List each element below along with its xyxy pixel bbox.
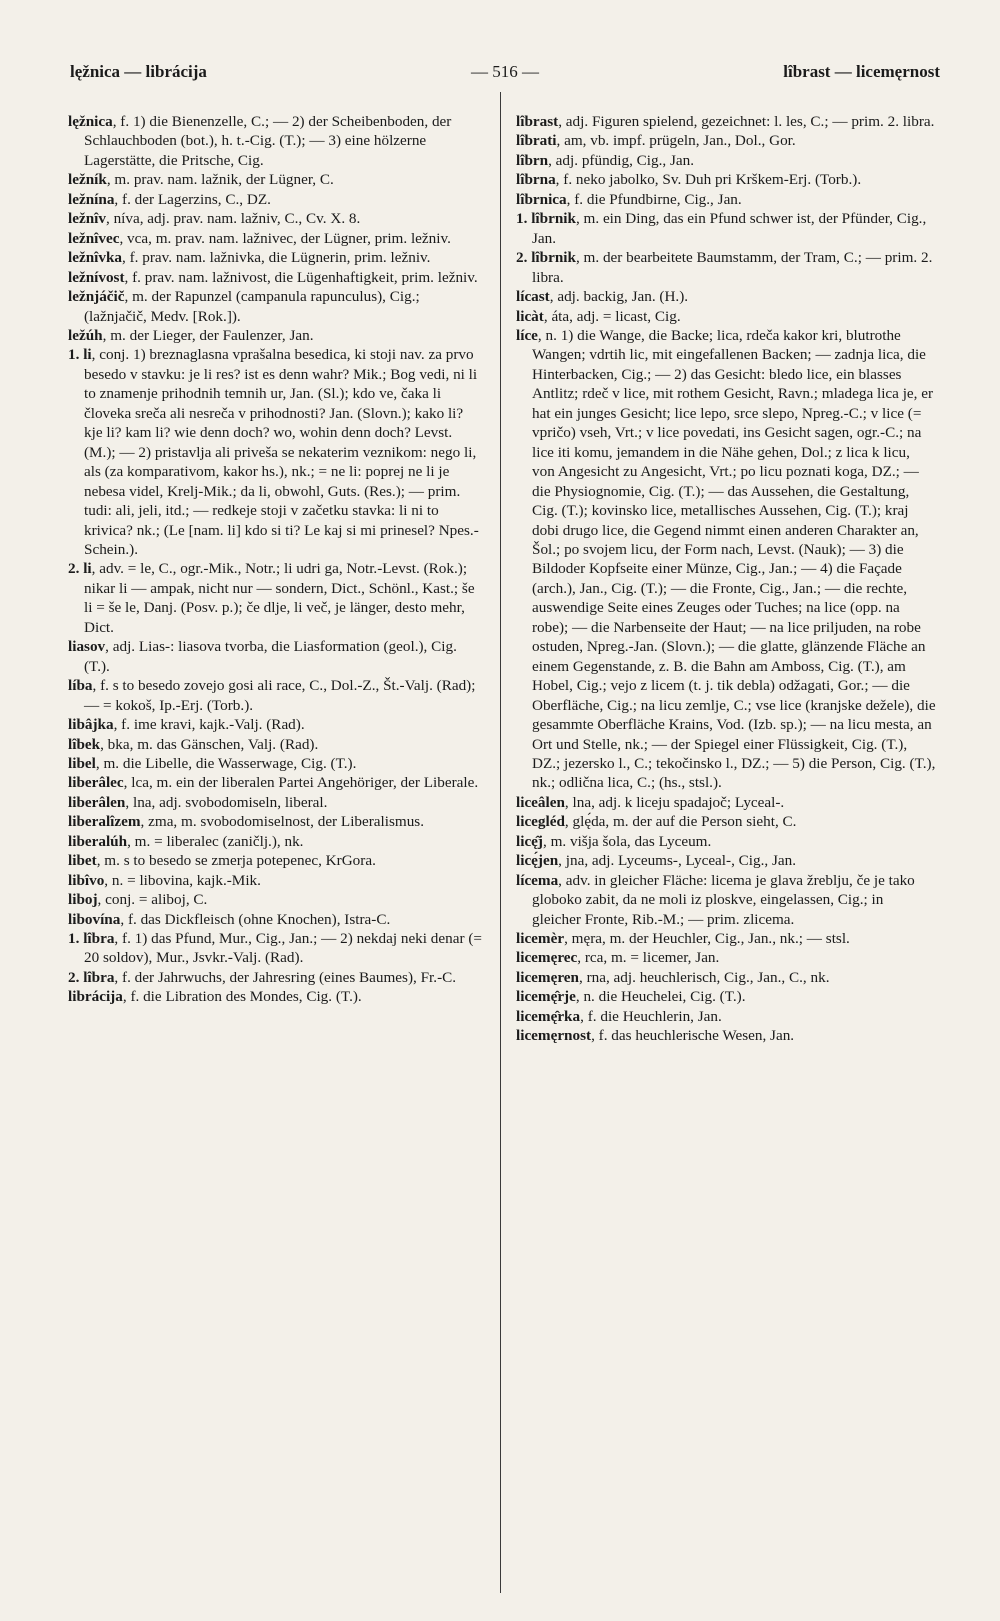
dictionary-entry [516,987,936,1006]
entry-headword: 1. li [68,346,92,364]
dictionary-entry [68,326,483,345]
dictionary-entry [68,929,483,968]
entry-definition: , m. ein Ding, das ein Pfund schwer ist, der Pfünder, Cig., Jan. [532,210,927,247]
dictionary-entry [516,190,936,209]
dictionary-entry [516,209,936,248]
entry-headword: libîvo [68,871,105,889]
dictionary-entry [516,170,936,189]
dictionary-entry [68,637,483,676]
entry-definition: , lna, adj. svobodomiseln, liberal. [125,793,328,811]
entry-definition: , níva, adj. prav. nam. lažniv, C., Cv. X. 8. [105,210,361,228]
dictionary-entry [516,307,936,326]
entry-definition: , f. s to besedo zovejo gosi ali race, C., Dol.-Z., Št.-Valj. (Rad); — = kokoš, Ip.-Erj. (Torb.). [84,677,476,714]
entry-headword: liboj [68,891,98,909]
entry-headword: lîbrast [516,113,559,130]
entry-headword: licegléd [516,813,565,831]
page-number: — 516 — [471,62,539,81]
entry-definition: , adv. in gleicher Fläche: licema je glava žreblju, če je tako globoko zabit, da ne moli iz ploskve, eingelassen, Cig.; in gleicher Fronte, Rib.-M.; — prim. zlicema. [532,871,915,928]
dictionary-entry [68,268,483,287]
dictionary-entry [68,248,483,267]
entry-headword: lícast [516,288,550,306]
entry-definition: , f. 1) das Pfund, Mur., Cig., Jan.; — 2) nekdaj neki denar (= 20 soldov), Mur., Jsvkr.-Valj. (Rad). [84,930,482,967]
dictionary-entry [516,131,936,150]
entry-definition: , m. der bearbeitete Baumstamm, der Tram, C.; — prim. 2. libra. [532,249,933,286]
dictionary-entry [516,968,936,987]
entry-headword: lîbrnica [516,190,567,208]
dictionary-entry [516,812,936,831]
dictionary-entry [68,170,483,189]
dictionary-entry [516,929,936,948]
entry-headword: librácija [68,988,123,1006]
entry-definition: , f. die Pfundbirne, Cig., Jan. [566,190,742,208]
entry-definition: , m. der Lieger, der Faulenzer, Jan. [102,326,314,344]
header-left-guide-words: lęžnica — librácija [70,62,207,81]
entry-definition: , conj. = aliboj, C. [97,891,208,909]
dictionary-entry [516,1026,936,1045]
entry-definition: , n. 1) die Wange, die Backe; lica, rdeča kakor kri, blutrothe Wangen; vdrtih lic, mit eingefallenen Backen; — zadnja lica, die Hinterbacken, Cig.; — 2) das Gesicht: bledo lice, ein blasses Antlitz; rdeč v lice, mit rothem Gesicht, Ravn.; mladega lica je, er hat ein junges Gesicht; lice lepo, srce slepo, Npreg.-C.; v lice (= vpričo) vseh, Vrt.; v lice povedati, ins Gesicht sagen, ogr.-C.; na lice iti komu, jemandem in die Nähe gehen, Dol.; z lica k licu, von Angesicht zu Angesicht, Vrt.; po licu poznati koga, DZ.; — die Physiognomie, Cig. (T.); — das Aussehen, die Gestaltung, Cig. (T.); kovinsko lice, metallisches Aussehen, Cig. (T.); kraj dobi drugo lice, die Gegend nimmt einen anderen Charakter an, Šol.; po svojem licu, der Form nach, Levst. (Nauk); — 3) die Bildoder Kopfseite einer Münze, Cig., Jan.; — 4) die Façade (arch.), Jan., Cig. (T.); — die Fronte, Cig., Jan.; — die rechte, auswendige Seite eines Zeuges oder Tuches; na lice (opp. na robe); — die Narbenseite der Haut; — na lice priljuden, na robe ostuden, Npreg.-Jan. (Slovn.); — die glatte, glänzende Fläche an einem Gegenstande, z. B. die Bahn am Amboss, Cig. (T.), am Hobel, Cig.; vejo z licem (t. j. tik debla) odžagati, Gor.; — die Oberfläche, Cig.; na licu zemlje, C.; vse lice (kranjske dežele), die gesammte Oberfläche Krains, Vod. (Izb. sp.); — na licu mesta, an Ort und Stelle, nk.; — der Spiegel einer Flüssigkeit, Cig. (T.), DZ.; jezersko l., C.; tekočinsko l., DZ.; — 5) die Person, Cig. (T.), nk.; odlična lica, C.; (hs., stsl.). [532,326,936,792]
entry-definition: , f. 1) die Bienenzelle, C.; — 2) der Scheibenboden, der Schlauchboden (bot.), h. t.-Cig. (T.); — 3) eine hölzerne Lagerstätte, die Pritsche, Cig. [84,113,452,169]
dictionary-entry [68,773,483,792]
dictionary-entry [516,851,936,870]
entry-headword: licemęrnost [516,1027,592,1045]
right-column [516,112,936,1046]
entry-headword: ležúh [68,326,103,344]
entry-headword: liberalîzem [68,813,141,831]
entry-definition: , rna, adj. heuchlerisch, Cig., Jan., C., nk. [578,968,830,986]
dictionary-entry [68,968,483,987]
entry-headword: liasov [68,638,106,656]
entry-headword: ležnjáčič [68,288,125,306]
entry-headword: liberalúh [68,832,128,850]
entry-definition: , f. ime kravi, kajk.-Valj. (Rad). [113,716,305,734]
entry-definition: , f. das heuchlerische Wesen, Jan. [591,1027,795,1045]
entry-definition: , bka, m. das Gänschen, Valj. (Rad). [100,735,319,753]
column-divider [500,92,501,1593]
entry-definition: , áta, adj. = licast, Cig. [543,307,681,325]
entry-headword: licę̂j [516,832,543,850]
entry-headword: líce [516,326,538,344]
dictionary-entry [68,812,483,831]
entry-headword: licemę̂rka [516,1007,581,1025]
dictionary-entry [68,851,483,870]
dictionary-entry [68,987,483,1006]
entry-headword: libovína [68,910,121,928]
entry-definition: , adj. backig, Jan. (H.). [549,288,689,306]
dictionary-entry [68,890,483,909]
entry-headword: liceâlen [516,793,565,811]
entry-headword: lîbek [68,735,101,753]
entry-definition: , jna, adj. Lyceums-, Lyceal-, Cig., Jan. [558,852,797,870]
entry-definition: , n. = libovina, kajk.-Mik. [104,871,261,889]
entry-headword: líba [68,677,93,695]
entry-headword: libet [68,852,97,870]
entry-headword: licemę̂rje [516,988,576,1006]
entry-definition: , adv. = le, C., ogr.-Mik., Notr.; li udri ga, Notr.-Levst. (Rok.); nikar li — ampak, nicht nur — sondern, Dict., Schönl., Kast.; še li = še le, Danj. (Posv. p.); če dlje, li več, je länger, desto mehr, Dict. [84,560,475,636]
entry-definition: , f. prav. nam. lažnivost, die Lügenhaftigkeit, prim. ležniv. [124,268,478,286]
dictionary-entry [68,209,483,228]
entry-headword: lîbrna [516,171,556,189]
dictionary-entry [68,832,483,851]
entry-definition: , lca, m. ein der liberalen Partei Angehöriger, der Liberale. [123,774,479,792]
entry-headword: ležnína [68,190,115,208]
entry-headword: licę́jen [516,852,559,870]
entry-definition: , m. die Libelle, die Wasserwage, Cig. (T.). [95,754,357,772]
entry-definition: , m. = liberalec (zaničlj.), nk. [127,832,304,850]
entry-definition: , f. der Lagerzins, C., DZ. [114,190,271,208]
entry-headword: ležnîv [68,210,106,228]
entry-definition: , f. das Dickfleisch (ohne Knochen), Istra-C. [120,910,391,928]
entry-definition: , m. s to besedo se zmerja potepenec, KrGora. [96,852,376,870]
dictionary-entry [516,112,936,131]
entry-headword: lîbrati [516,132,557,150]
dictionary-entry [68,910,483,929]
dictionary-entry [68,559,483,637]
dictionary-entry [68,871,483,890]
dictionary-entry [68,345,483,559]
entry-headword: 1. lîbra [68,930,115,948]
entry-headword: 1. lîbrnik [516,210,576,228]
entry-headword: libâjka [68,716,114,734]
header-right-guide-words: lîbrast — licemęrnost [783,62,940,81]
dictionary-entry [68,190,483,209]
entry-headword: lîbrn [516,151,549,169]
entry-definition: , glę́da, m. der auf die Person sieht, C. [564,813,797,831]
dictionary-entry [516,248,936,287]
entry-headword: ležnîvka [68,249,123,267]
entry-definition: , am, vb. impf. prügeln, Jan., Dol., Gor. [556,132,796,150]
dictionary-entry [68,676,483,715]
entry-definition: , vca, m. prav. nam. lažnivec, der Lügner, prim. ležniv. [119,229,451,247]
dictionary-entry [68,229,483,248]
entry-definition: , rca, m. = licemer, Jan. [577,949,720,967]
entry-headword: liberâlen [68,793,126,811]
entry-headword: licemęrec [516,949,578,967]
dictionary-entry [516,151,936,170]
entry-definition: , n. die Heuchelei, Cig. (T.). [575,988,746,1006]
entry-headword: libel [68,754,96,772]
entry-headword: lęžnica [68,113,113,130]
dictionary-entry [516,871,936,929]
dictionary-entry [516,793,936,812]
entry-definition: , adj. pfündig, Cig., Jan. [548,151,695,169]
dictionary-entry [68,715,483,734]
dictionary-entry [68,287,483,326]
entry-definition: , lna, adj. k liceju spadajoč; Lyceal-. [564,793,785,811]
entry-definition: , adj. Figuren spielend, gezeichnet: l. les, C.; — prim. 2. libra. [558,113,935,130]
entry-headword: ležnívost [68,268,125,286]
entry-definition: , f. prav. nam. lažnivka, die Lügnerin, prim. ležniv. [122,249,431,267]
dictionary-entry [516,1007,936,1026]
entry-headword: 2. lîbra [68,968,115,986]
entry-headword: 2. lîbrnik [516,249,576,267]
entry-definition: , m. višja šola, das Lyceum. [542,832,712,850]
entry-headword: licemęren [516,968,579,986]
entry-definition: , m. der Rapunzel (campanula rapunculus), Cig.; (lažnjačič, Medv. [Rok.]). [84,288,420,325]
entry-definition: , f. neko jabolko, Sv. Duh pri Krškem-Erj. (Torb.). [555,171,862,189]
entry-definition: , męra, m. der Heuchler, Cig., Jan., nk.; — stsl. [564,930,850,948]
dictionary-entry [68,754,483,773]
dictionary-entry [516,948,936,967]
entry-headword: licàt [516,307,544,325]
entry-definition: , f. der Jahrwuchs, der Jahresring (eines Baumes), Fr.-C. [114,968,457,986]
entry-headword: licemèr [516,930,565,948]
left-column [68,112,483,1007]
dictionary-entry [516,287,936,306]
dictionary-entry [516,326,936,793]
entry-definition: , zma, m. svobodomiselnost, der Liberalismus. [140,813,425,831]
entry-definition: , f. die Libration des Mondes, Cig. (T.). [122,988,362,1006]
dictionary-entry [516,832,936,851]
entry-definition: , f. die Heuchlerin, Jan. [580,1007,722,1025]
entry-headword: liberâlec [68,774,124,792]
entry-definition: , adj. Lias-: liasova tvorba, die Liasformation (geol.), Cig. (T.). [84,638,457,675]
entry-headword: 2. li [68,560,92,578]
entry-definition: , m. prav. nam. lažnik, der Lügner, C. [106,171,334,189]
dictionary-entry [68,735,483,754]
entry-definition: , conj. 1) breznaglasna vprašalna besedica, ki stoji nav. za prvo besedo v stavku: je li res? ist es denn wahr? Mik.; Bog vedi, ni li to znamenje prihodnih temnih ur, Jan. (Sl.); kdo ve, čaka li človeka sreča ali nesreča v prihodnosti? Jan. (Slovn.); kako li? kje li? kam li? wie denn doch? wo, wohin denn doch? Levst. (M.); — 2) pristavlja ali priveša se nekaterim veznikom: nego li, als (za komparativom, kakor hs.), nk.; = ne li: poprej ne li je nebesa videl, Krelj-Mik.; da li, obwohl, Guts. (Res.); — prim. tudi: ali, jeli, itd.; — redkeje stoji v začetku stavka: li ni to krivica? nk.; (Le [nam. li] kdo si ti? Le kaj si mi prinesel? Npes.-Schein.). [84,346,479,558]
dictionary-entry [68,793,483,812]
page-header [70,62,940,90]
entry-headword: ležnîvec [68,229,120,247]
dictionary-entry [68,112,483,170]
entry-headword: lícema [516,871,559,889]
entry-headword: ležník [68,171,107,189]
